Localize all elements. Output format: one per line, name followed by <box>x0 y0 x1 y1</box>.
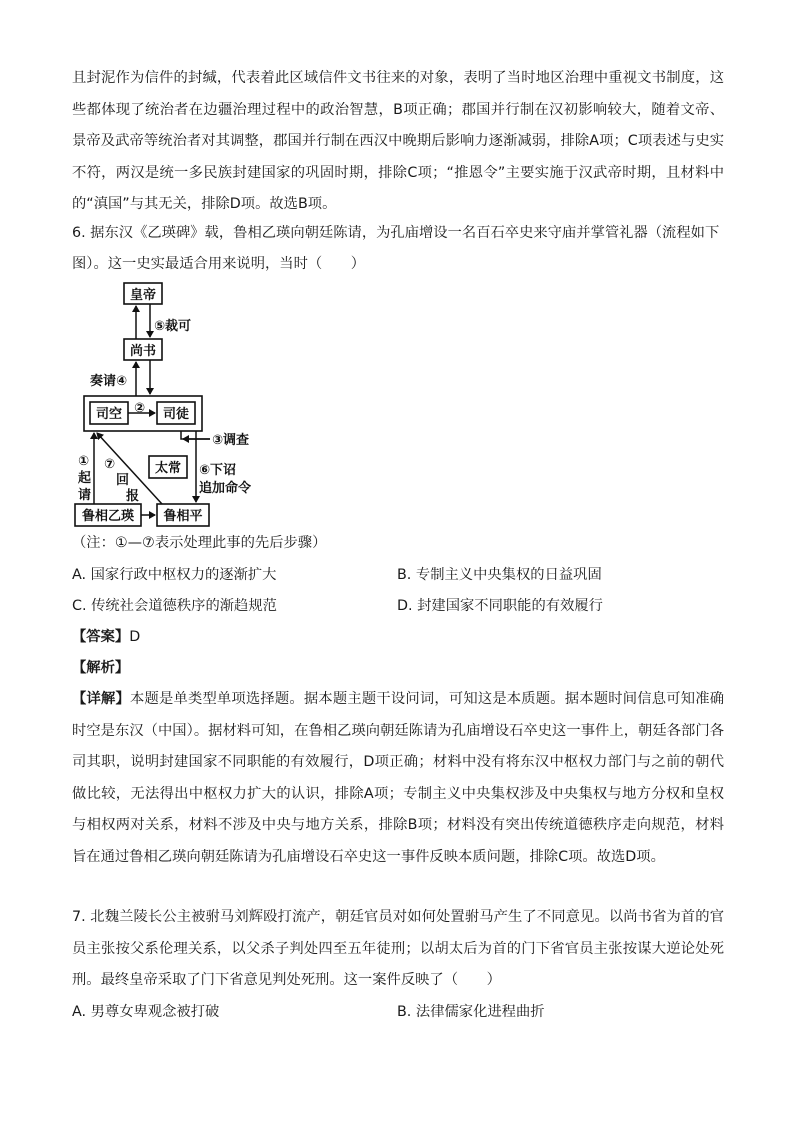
question-6-stem-line1: 6. 据东汉《乙瑛碑》载，鲁相乙瑛向朝廷陈请，为孔庙增设一名百石卒史来守庙并掌管礼器（流程如下 <box>72 225 720 241</box>
detail-paragraph <box>72 684 724 873</box>
intro-paragraph: 且封泥作为信件的封缄，代表着此区域信件文书往来的对象，表明了当时地区治理中重视文书制度，这些都体现了统治者在边疆治理过程中的政治智慧，B项正确；郡国并行制在汉初影响较大，随着文帝、景帝及武帝等统治者对其调整，郡国并行制在西汉中晚期后影响力逐渐减弱，排除A项；C项表述与史实不符，两汉是统一多民族封建国家的巩固时期，排除C项；“推恩令”主要实施于汉武帝时期，且材料中的“滇国”与其无关，排除D项。故选B项。 <box>72 70 724 212</box>
step1-char-1: 起 <box>78 471 92 486</box>
step1-char-2: 请 <box>78 488 92 503</box>
detail-tag: 【详解】 <box>72 691 130 707</box>
label-sikong: 司空 <box>95 407 123 422</box>
step5-label: ⑤裁可 <box>154 319 192 334</box>
label-luxiang-yiying: 鲁相乙瑛 <box>81 509 135 524</box>
answer-value: D <box>129 629 141 645</box>
question-6-stem-line2: 图）。这一史实最适合用来说明，当时（ ） <box>72 256 366 272</box>
step1-num: ① <box>78 454 90 469</box>
step3-label: ③调查 <box>212 433 250 448</box>
diagram-note: （注：①—⑦表示处理此事的先后步骤） <box>72 535 327 551</box>
detail-text: 本题是单类型单项选择题。据本题主题干设问词，可知这是本质题。据本题时间信息可知准确时空是东汉（中国）。据材料可知，在鲁相乙瑛向朝廷陈请为孔庙增设石卒史这一事件上，朝廷各部门各司其职，说明封建国家不同职能的有效履行，D项正确；材料中没有将东汉中枢权力部门与之前的朝代做比较，无法得出中枢权力扩大的认识，排除A项；专制主义中央集权涉及中央集权与地方分权和皇权与相权两对关系，材料不涉及中央与地方关系，排除B项；材料没有突出传统道德秩序走向规范，材料旨在通过鲁相乙瑛向朝廷陈请为孔庙增设石卒史这一事件反映本质问题，排除C项。故选D项。 <box>72 691 725 865</box>
label-shangshu: 尚书 <box>129 344 157 359</box>
q6-option-c[interactable]: C. 传统社会道德秩序的渐趋规范 <box>72 598 277 614</box>
step6-line2: 追加命令 <box>199 481 252 496</box>
q6-option-b[interactable]: B. 专制主义中央集权的日益巩固 <box>397 567 602 583</box>
analysis-tag: 【解析】 <box>72 660 130 676</box>
step4-label: 奏请④ <box>90 374 128 389</box>
step7-num: ⑦ <box>104 457 116 472</box>
answer-tag: 【答案】 <box>72 629 130 645</box>
label-situ: 司徒 <box>162 407 190 422</box>
q7-option-a[interactable]: A. 男尊女卑观念被打破 <box>72 1004 220 1020</box>
label-taichang: 太常 <box>154 461 182 476</box>
q7-option-b[interactable]: B. 法律儒家化进程曲折 <box>397 1004 545 1020</box>
step7-char-2: 报 <box>126 489 140 504</box>
step7-char-1: 回 <box>116 473 130 488</box>
answer-row <box>72 622 140 654</box>
step6-line1: ⑥下诏 <box>199 463 237 478</box>
step2-label: ② <box>134 401 146 416</box>
q6-option-d[interactable]: D. 封建国家不同职能的有效履行 <box>397 598 603 614</box>
question-7-stem: 7. 北魏兰陵长公主被驸马刘辉殴打流产，朝廷官员对如何处置驸马产生了不同意见。以尚书省为首的官员主张按父系伦理关系，以父杀子判处四至五年徒刑；以胡太后为首的门下省官员主张按谋大逆论处死刑。最终皇帝采取了门下省意见判处死刑。这一案件反映了（ ） <box>72 909 724 988</box>
label-luxiang-ping: 鲁相平 <box>163 509 203 524</box>
label-huangdi: 皇帝 <box>129 288 157 303</box>
flow-diagram <box>72 280 272 530</box>
q6-option-a[interactable]: A. 国家行政中枢权力的逐渐扩大 <box>72 567 277 583</box>
